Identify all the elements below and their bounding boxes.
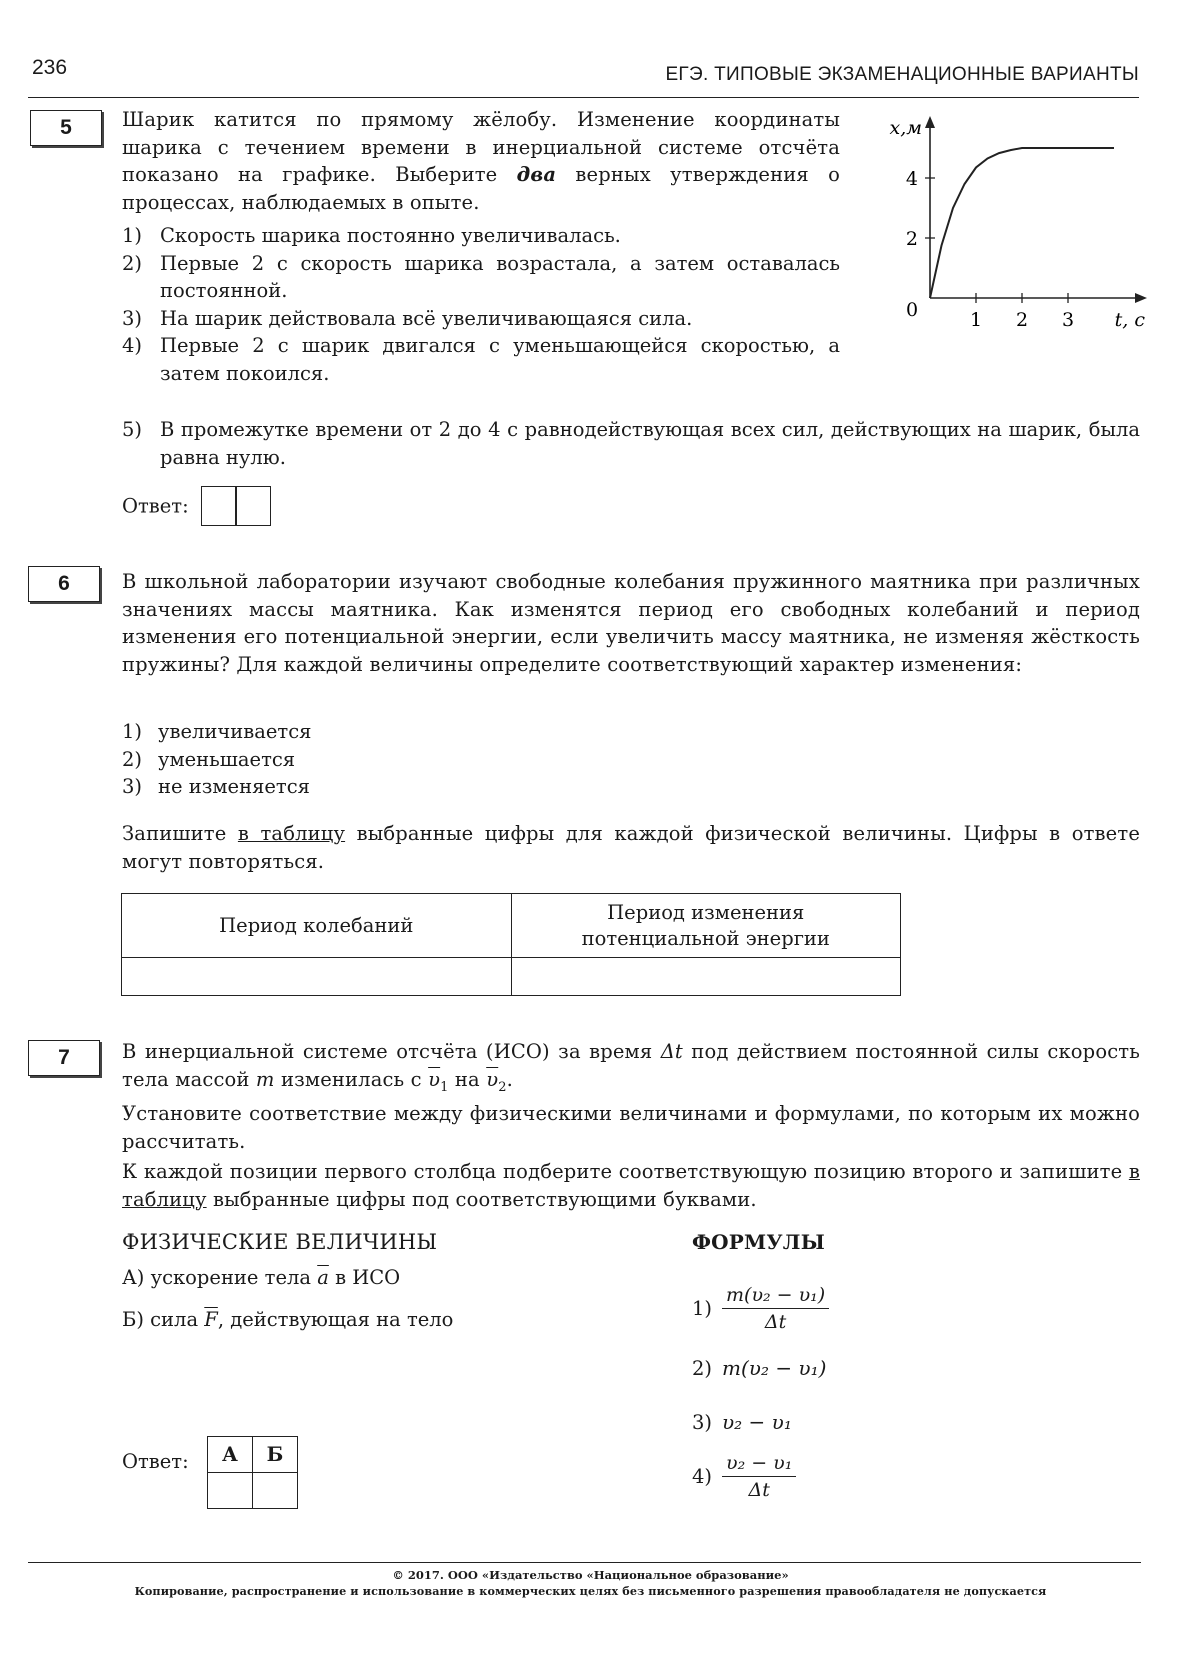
- q6-instruction: Запишите в таблицу выбранные цифры для каждой физической величины. Цифры в ответе могут повторяться.: [122, 822, 1141, 873]
- q6-col-energy-period: Период изменения потенциальной энергии: [511, 894, 901, 958]
- q5-position-time-chart: [870, 112, 1150, 362]
- question-number-5: 5: [30, 110, 102, 146]
- q7-item-a: А) ускорение тела $\overline{a}$ в ИСО: [122, 1266, 401, 1289]
- q5-answer-cell-1[interactable]: [201, 486, 237, 526]
- q6-answer-cell-2[interactable]: [511, 958, 901, 996]
- q7-answer-cell-b[interactable]: [253, 1473, 298, 1509]
- q6-statement: В школьной лаборатории изучают свободные колебания пружинного маятника при различных значениях массы маятника. Как изменятся период его свободных колебаний и период изменения его потенциальной энергии, если увеличить массу маятника, не изменяя жёсткость пружины? Для каждой величины определите соответствующий характер изменения:: [122, 570, 1140, 676]
- q6-col-period: Период колебаний: [122, 894, 512, 958]
- q7-left-header: ФИЗИЧЕСКИЕ ВЕЛИЧИНЫ: [122, 1230, 438, 1254]
- x-tick-label: 3: [1061, 309, 1075, 331]
- q6-answer-cell-1[interactable]: [122, 958, 512, 996]
- footer-notice: Копирование, распространение и использование в коммерческих целях без письменного разрешения правообладателя не допускается: [134, 1584, 1047, 1598]
- q5-answer-row: [122, 486, 271, 526]
- q5-statement: Шарик катится по прямому жёлобу. Изменение координаты шарика с течением времени в инерциальной системе отсчёта показано на графике. Выберите два верных утверждения о процессах, наблюдаемых в опыте.: [122, 108, 840, 214]
- q7-formula-4: 4) $\frac{\text{υ₂ − υ₁}}{\Delta t}$: [692, 1452, 796, 1501]
- q7-answer-cell-a[interactable]: [208, 1473, 253, 1509]
- q6-options: [122, 718, 722, 801]
- q7-answer-col-b: Б: [253, 1437, 298, 1473]
- x-axis-label: t, c: [1114, 309, 1145, 331]
- header-divider: [28, 97, 1139, 98]
- y-tick-label: 2: [905, 228, 918, 250]
- x-tick-label: 1: [969, 309, 983, 331]
- q6-option-2: 2) уменьшается: [122, 747, 296, 771]
- x-tick-label: 2: [1015, 309, 1029, 331]
- q7-instruction-1: Установите соответствие между физическими величинами и формулами, по которым их можно рассчитать.: [122, 1102, 1140, 1153]
- q7-instruction-2: К каждой позиции первого столбца подберите соответствующую позицию второго и запишите в таблицу выбранные цифры под соответствующими буквами.: [122, 1160, 1140, 1211]
- q7-item-b: Б) сила $\overline{F}$, действующая на тело: [122, 1308, 454, 1331]
- q5-option-5-wrap: [122, 416, 1140, 471]
- q7-formula-3: 3) υ₂ − υ₁: [692, 1410, 792, 1434]
- q7-answer-table: [207, 1436, 298, 1509]
- q5-answer-label: Ответ:: [122, 494, 189, 518]
- q5-option-4: 4) Первые 2 с шарик двигался с уменьшающейся скоростью, а затем покоился.: [122, 334, 840, 385]
- y-tick-label: 4: [905, 168, 918, 190]
- q7-formula-2: 2) m(υ₂ − υ₁): [692, 1356, 827, 1380]
- question-number-7: 7: [28, 1040, 100, 1076]
- q6-option-3: 3) не изменяется: [122, 775, 310, 798]
- q5-option-5: 5) В промежутке времени от 2 до 4 с равнодействующая всех сил, действующих на шарик, была равна нулю.: [122, 418, 1140, 469]
- series-line-x-of-t: [930, 148, 1114, 298]
- q7-answer-col-a: А: [208, 1437, 253, 1473]
- page-number: 236: [32, 56, 68, 79]
- q7-formula-1: 1) $\frac{\text{m(υ₂ − υ₁)}}{\Delta t}$: [692, 1284, 829, 1333]
- running-title: ЕГЭ. ТИПОВЫЕ ЭКЗАМЕНАЦИОННЫЕ ВАРИАНТЫ: [665, 64, 1139, 85]
- question-number-6: 6: [28, 566, 100, 602]
- q6-answer-table: [121, 893, 901, 996]
- y-axis-arrow: [925, 116, 935, 128]
- q5-option-3: 3) На шарик действовала всё увеличивающаяся сила.: [122, 306, 693, 330]
- q7-statement: В инерциальной системе отсчёта (ИСО) за время Δt под действием постоянной силы скорость тела массой m изменилась с $\overline{\upsilon}_1$ на $\overline{\upsilon}_2$.: [122, 1040, 1140, 1095]
- q5-options: [122, 222, 840, 387]
- q7-answer-label: Ответ:: [122, 1450, 189, 1473]
- q5-option-2: 2) Первые 2 с скорость шарика возрастала, а затем оставалась постоянной.: [122, 251, 840, 302]
- footer-divider: [28, 1562, 1141, 1563]
- q7-table-link: в таблицу: [122, 1160, 1140, 1211]
- q5-option-1: 1) Скорость шарика постоянно увеличивалась.: [122, 224, 621, 247]
- x-axis-arrow: [1135, 293, 1147, 303]
- q6-option-1: 1) увеличивается: [122, 720, 312, 743]
- origin-label: 0: [905, 299, 919, 321]
- y-axis-label: x,м: [889, 117, 922, 139]
- q7-right-header: ФОРМУЛЫ: [692, 1230, 825, 1254]
- footer-copyright: © 2017. ООО «Издательство «Национальное образование»: [392, 1568, 789, 1582]
- q6-table-link: в таблицу: [237, 822, 346, 845]
- q5-answer-cell-2[interactable]: [235, 486, 271, 526]
